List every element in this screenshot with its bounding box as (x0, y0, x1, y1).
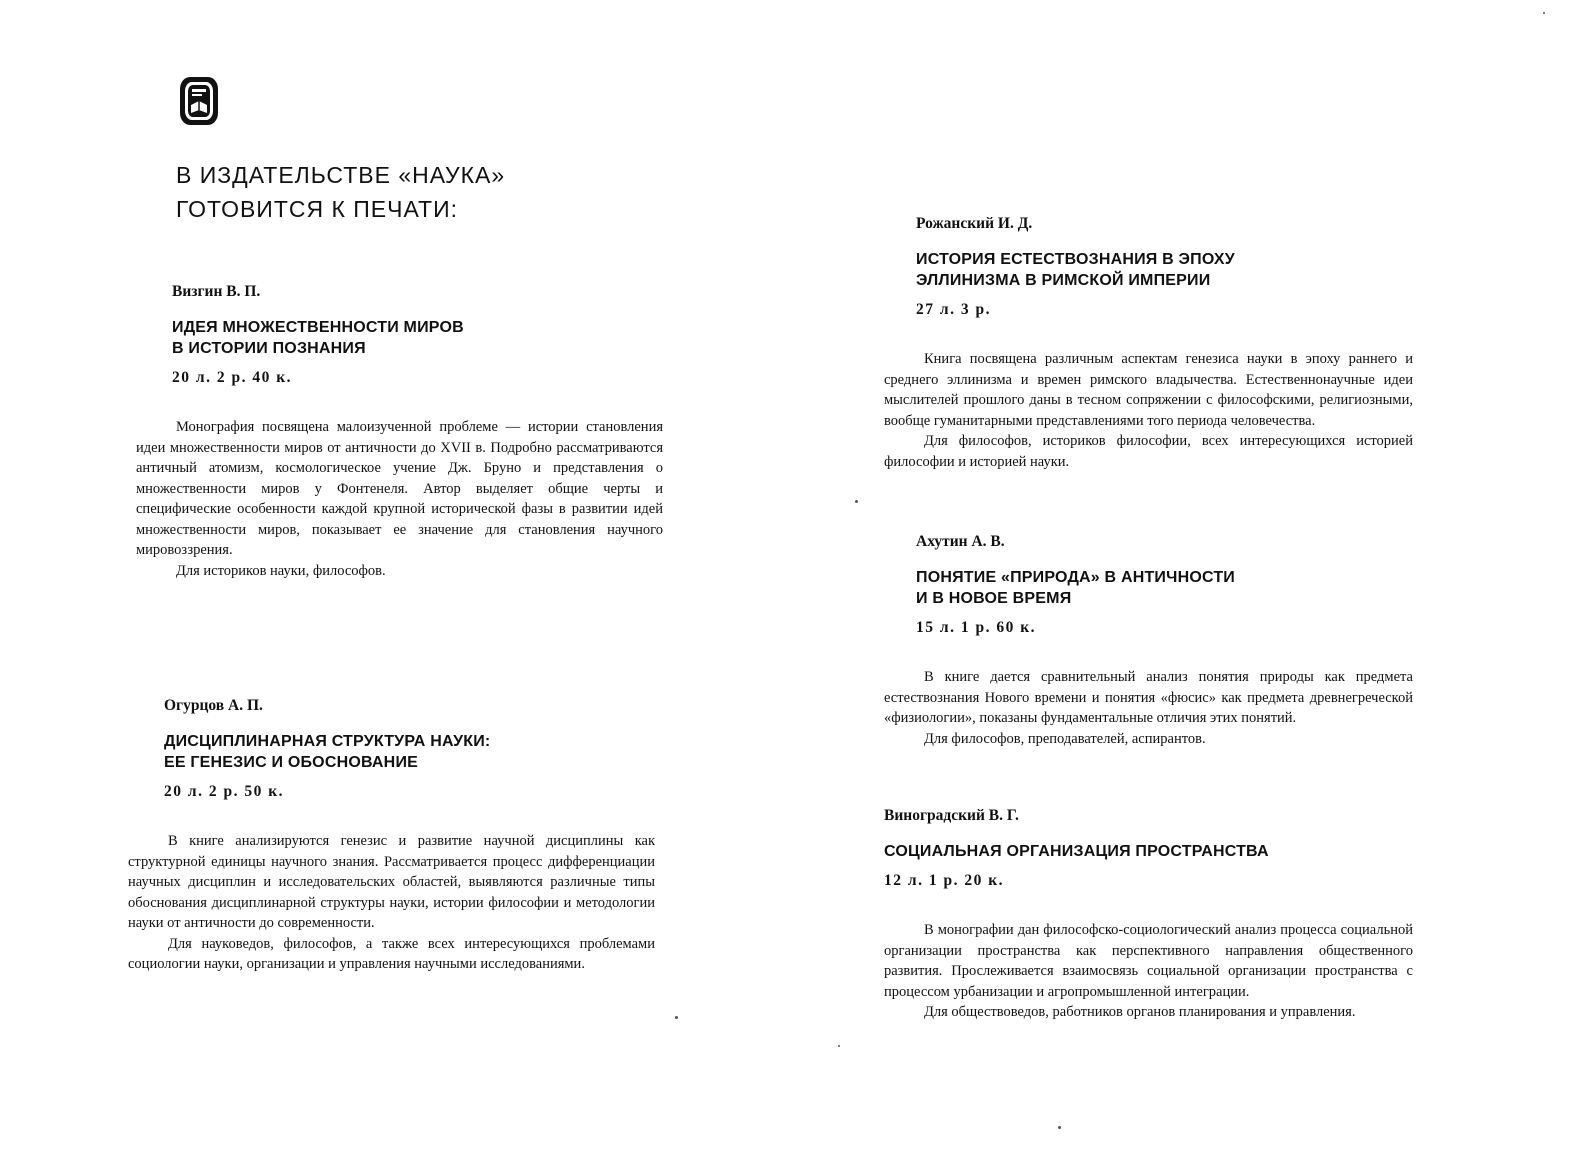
book-price: 27 л. 3 р. (916, 301, 991, 318)
book-description (136, 417, 663, 581)
book-price: 20 л. 2 р. 40 к. (172, 369, 292, 386)
scan-speck (838, 1045, 840, 1047)
book-title-line: В ИСТОРИИ ПОЗНАНИЯ (172, 340, 366, 357)
book-author: Визгин В. П. (172, 283, 261, 300)
description-paragraph: Для обществоведов, работников органов планирования и управления. (924, 1004, 1356, 1020)
book-title-line: ЭЛЛИНИЗМА В РИМСКОЙ ИМПЕРИИ (916, 272, 1211, 289)
book-title (172, 317, 663, 359)
book-title-line: ДИСЦИПЛИНАРНАЯ СТРУКТУРА НАУКИ: (164, 733, 491, 750)
announcement-heading (176, 158, 505, 226)
description-paragraph: Для историков науки, философов. (176, 562, 386, 579)
book-price: 12 л. 1 р. 20 к. (884, 872, 1004, 889)
book-title-line: ИСТОРИЯ ЕСТЕСТВОЗНАНИЯ В ЭПОХУ (916, 251, 1235, 268)
book-author: Виноградский В. Г. (884, 807, 1019, 824)
description-paragraph: Для философов, преподавателей, аспирантов. (924, 730, 1206, 747)
scan-speck (855, 500, 858, 503)
book-title (916, 249, 1413, 291)
book-entry (136, 283, 663, 581)
publisher-emblem-icon (178, 75, 220, 127)
book-entry (884, 215, 1413, 472)
book-entry (884, 533, 1413, 749)
book-title-line: ЕЕ ГЕНЕЗИС И ОБОСНОВАНИЕ (164, 754, 419, 771)
book-description (884, 349, 1413, 472)
book-title-line: СОЦИАЛЬНАЯ ОРГАНИЗАЦИЯ ПРОСТРАНСТВА (884, 843, 1269, 860)
book-title (884, 841, 1413, 862)
book-price: 20 л. 2 р. 50 к. (164, 783, 284, 800)
description-paragraph: В монографии дан философско-социологический анализ процесса социальной организации пространства как перспективного направления общественного развития. Прослеживается взаимосвязь социальной организации пространства с процессом урбанизации и агропромышленной интеграции. (884, 922, 1413, 1000)
book-description (884, 667, 1413, 749)
book-title-line: И В НОВОЕ ВРЕМЯ (916, 590, 1072, 607)
book-description (128, 831, 655, 975)
scan-speck (1058, 1126, 1061, 1129)
book-entry (128, 697, 655, 975)
book-entry (884, 807, 1413, 1023)
description-paragraph: В книге анализируются генезис и развитие научной дисциплины как структурной единицы научного знания. Рассматривается процесс дифференциации научных дисциплин и исследовательских областей, выявляются различные типы обоснования дисциплинарной структуры науки, истории философии и методологии науки от античности до современности. (128, 833, 655, 931)
announcement-line-1: В ИЗДАТЕЛЬСТВЕ «НАУКА» (176, 162, 506, 188)
description-paragraph: Книга посвящена различным аспектам генезиса науки в эпоху раннего и среднего эллинизма и времен римского владычества. Естественнонаучные идеи мыслителей прошлого даны в тесном сопряжении с философскими, религиозными, вообще гуманитарными представлениями того периода человечества. (884, 351, 1413, 429)
book-author: Ахутин А. В. (916, 533, 1005, 550)
description-paragraph: В книге дается сравнительный анализ понятия природы как предмета естествознания Нового времени и понятия «фюсис» как предмета древнегреческой «физиологии», показаны фундаментальные отличия этих понятий. (884, 669, 1413, 726)
book-author: Огурцов А. П. (164, 697, 263, 714)
scan-speck (675, 1016, 678, 1019)
book-title (916, 567, 1413, 609)
announcement-line-2: ГОТОВИТСЯ К ПЕЧАТИ: (176, 196, 458, 222)
book-price: 15 л. 1 р. 60 к. (916, 619, 1036, 636)
book-title-line: ИДЕЯ МНОЖЕСТВЕННОСТИ МИРОВ (172, 319, 464, 336)
book-description (884, 920, 1413, 1023)
book-author: Рожанский И. Д. (916, 215, 1033, 232)
description-paragraph: Для науковедов, философов, а также всех интересующихся проблемами социологии науки, организации и управления научными исследованиями. (128, 935, 655, 972)
description-paragraph: Для философов, историков философии, всех интересующихся историей философии и историей науки. (884, 433, 1413, 470)
scan-speck (1543, 12, 1545, 14)
book-title-line: ПОНЯТИЕ «ПРИРОДА» В АНТИЧНОСТИ (916, 569, 1236, 586)
book-title (164, 731, 655, 773)
description-paragraph: Монография посвящена малоизученной проблеме — истории становления идеи множественности миров от античности до XVII в. Подробно рассматриваются античный атомизм, космологическое учение Дж. Бруно и представления о множественности миров у Фонтенеля. Автор выделяет общие черты и специфические особенности каждой крупной исторической фазы в развитии идей множественности миров, показывает ее значение для становления научного мировоззрения. (136, 419, 663, 558)
